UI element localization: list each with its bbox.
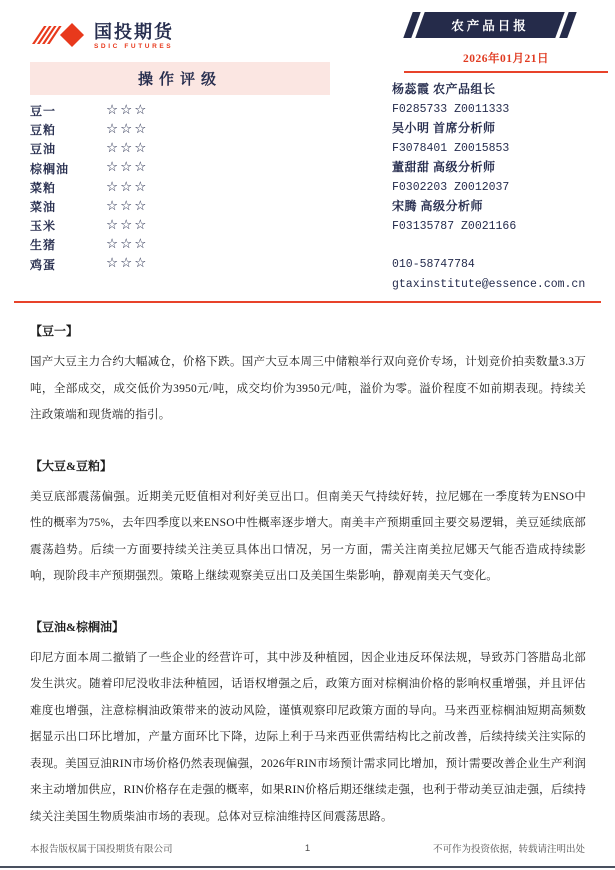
rating-name: 棕榈油 <box>30 161 70 176</box>
rating-row <box>30 120 330 139</box>
rating-stars-icon: ☆☆☆ <box>106 121 149 138</box>
rating-row <box>30 101 330 120</box>
logo-company-name-en: SDIC FUTURES <box>94 43 174 50</box>
report-date: 2026年01月21日 <box>404 50 608 73</box>
analyst-name: 董甜甜 高级分析师 <box>392 160 496 174</box>
page-footer <box>30 841 585 855</box>
rating-row <box>30 235 330 254</box>
sdic-logo-icon <box>30 17 88 55</box>
section-heading: 【豆一】 <box>30 324 79 338</box>
footer-page-number: 1 <box>304 842 311 854</box>
logo-company-name: 国投期货 <box>94 22 174 42</box>
rating-stars-icon: ☆☆☆ <box>106 178 149 195</box>
analyst-codes: F3078401 Z0015853 <box>392 141 510 155</box>
report-type-banner <box>404 12 576 38</box>
rating-stars-icon: ☆☆☆ <box>106 255 149 272</box>
rating-name: 豆粕 <box>30 123 57 138</box>
contact-email: gtaxinstitute@essence.com.cn <box>392 277 586 291</box>
analyst-name: 宋腾 高级分析师 <box>392 199 484 213</box>
rating-row <box>30 139 330 158</box>
rating-name: 鸡蛋 <box>30 257 57 272</box>
analyst-codes: F03135787 Z0021166 <box>392 219 517 233</box>
rating-name: 玉米 <box>30 219 57 234</box>
rating-stars-icon: ☆☆☆ <box>106 101 149 118</box>
report-body <box>30 322 586 830</box>
section-body: 国产大豆主力合约大幅减仓，价格下跌。国产大豆本周三中储粮举行双向竞价专场，计划竞价拍卖数量3.3万吨，全部成交，成交低价为3950元/吨，成交均价为3950元/吨，溢价为零。溢价程度不如前期表现。持续关注政策端和现货端的指引。 <box>30 356 586 421</box>
header-divider <box>14 301 601 303</box>
rating-row <box>30 255 330 274</box>
section-heading: 【豆油&棕榈油】 <box>30 619 124 634</box>
rating-stars-icon: ☆☆☆ <box>106 140 149 157</box>
analyst-name: 杨蕊霞 农产品组长 <box>392 82 496 96</box>
rating-name: 菜油 <box>30 200 57 215</box>
company-logo <box>30 17 174 55</box>
section-douyi <box>30 322 586 429</box>
ratings-header: 操作评级 <box>30 62 330 95</box>
rating-row <box>30 178 330 197</box>
rating-stars-icon: ☆☆☆ <box>106 197 149 214</box>
rating-name: 豆油 <box>30 142 57 157</box>
rating-stars-icon: ☆☆☆ <box>106 216 149 233</box>
section-heading: 【大豆&豆粕】 <box>30 458 112 473</box>
analyst-codes: F0302203 Z0012037 <box>392 180 510 194</box>
rating-name: 生猪 <box>30 238 57 253</box>
section-body: 美豆底部震荡偏强。近期美元贬值相对利好美豆出口。但南美天气持续好转，拉尼娜在一季度转为ENSO中性的概率为75%，去年四季度以来ENSO中性概率逐步增大。南美丰产预期重回主要交易逻辑，美豆延续底部震荡趋势。后续一方面要持续关注美豆具体出口情况，另一方面，需关注南美拉尼娜天气能否造成持续影响，现阶段丰产预期强烈。策略上继续观察美豆出口及美国生柴影响，静观南美天气变化。 <box>30 490 586 582</box>
ratings-list <box>30 101 330 274</box>
rating-row <box>30 159 330 178</box>
page-bottom-edge <box>0 866 615 868</box>
section-douyou-zonglvyou <box>30 618 586 831</box>
rating-stars-icon: ☆☆☆ <box>106 236 149 253</box>
section-dadou-doupo <box>30 457 586 590</box>
rating-name: 豆一 <box>30 104 57 119</box>
footer-disclaimer: 不可作为投资依据，转载请注明出处 <box>433 844 586 855</box>
report-type-title: 农产品日报 <box>451 19 529 33</box>
rating-stars-icon: ☆☆☆ <box>106 159 149 176</box>
section-body: 印尼方面本周二撤销了一些企业的经营许可，其中涉及种植园，因企业违反环保法规，导致苏门答腊岛北部发生洪灾。随着印尼没收非法种植园，话语权增强之后，政策方面对棕榈油价格的影响权重增强，并且评估难度也增强，注意棕榈油政策带来的波动风险，谨慎观察印尼政策方面的导向。马来西亚棕榈油短期高频数据显示出口环比增加，产量方面环比下降，边际上利于马来西亚供需结构比之前改善，后续持续关注实际的表现。美国豆油RIN市场价格仍然表现偏强，2026年RIN市场预计需求同比增加，预计需要改善企业生产利润来主动增加供应，RIN价格存在走强的概率，如果RIN价格后期还继续走强，也利于带动美豆油走强，后续持续关注美国生物质柴油市场的表现。总体对豆棕油维持区间震荡思路。 <box>30 651 587 823</box>
analyst-codes: F0285733 Z0011333 <box>392 102 510 116</box>
analyst-contact-block <box>392 80 602 294</box>
rating-row <box>30 216 330 235</box>
contact-phone: 010-58747784 <box>392 258 475 271</box>
rating-name: 菜粕 <box>30 180 57 195</box>
footer-copyright: 本报告版权属于国投期货有限公司 <box>30 844 173 855</box>
analyst-name: 吴小明 首席分析师 <box>392 121 496 135</box>
rating-row <box>30 197 330 216</box>
